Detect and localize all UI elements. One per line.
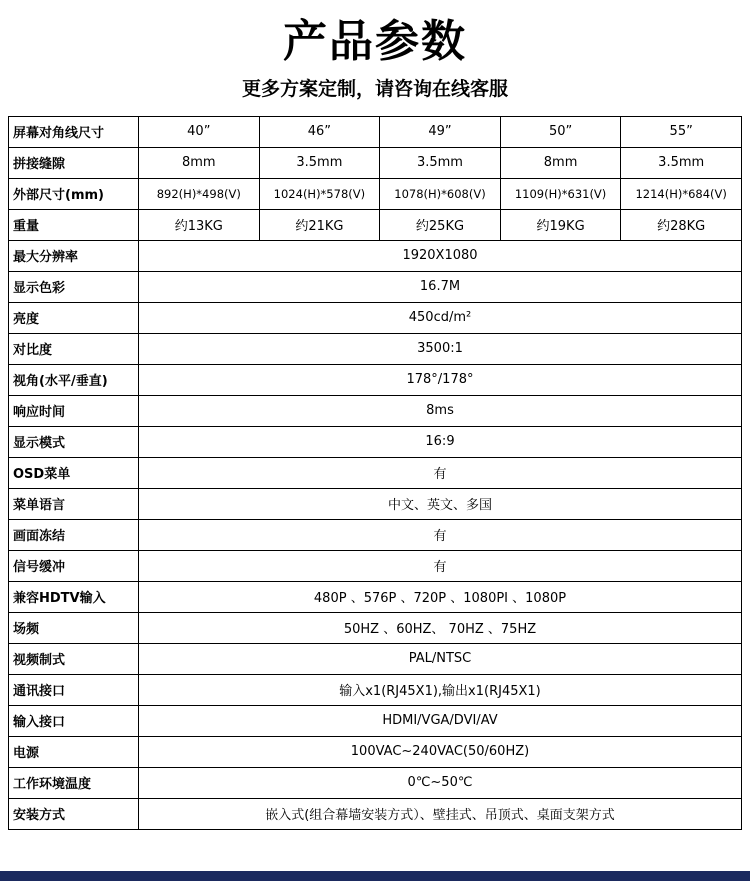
page-title: 产品参数 <box>283 16 467 67</box>
row-value: 1214(H)*684(V) <box>621 178 742 209</box>
page-subtitle: 更多方案定制，请咨询在线客服 <box>241 78 508 100</box>
row-label: 对比度 <box>9 333 139 364</box>
table-row <box>9 581 742 612</box>
row-value: 480P 、576P 、720P 、1080PI 、1080P <box>139 581 742 612</box>
row-label: 显示模式 <box>9 426 139 457</box>
row-value: 约25KG <box>380 209 501 240</box>
row-value: 3500:1 <box>139 333 742 364</box>
table-row <box>9 209 742 240</box>
row-value: 有 <box>139 519 742 550</box>
row-label: 安装方式 <box>9 798 139 829</box>
row-value: 1920X1080 <box>139 240 742 271</box>
row-label: 重量 <box>9 209 139 240</box>
specifications-table <box>8 116 742 830</box>
spec-sheet-page <box>0 14 750 881</box>
row-value: 1109(H)*631(V) <box>500 178 621 209</box>
row-label: OSD菜单 <box>9 457 139 488</box>
row-label: 最大分辨率 <box>9 240 139 271</box>
row-label: 屏幕对角线尺寸 <box>9 116 139 147</box>
row-label: 电源 <box>9 736 139 767</box>
table-row <box>9 519 742 550</box>
row-label: 视角(水平/垂直) <box>9 364 139 395</box>
row-value: 892(H)*498(V) <box>139 178 260 209</box>
table-row <box>9 643 742 674</box>
row-label: 画面冻结 <box>9 519 139 550</box>
table-row <box>9 333 742 364</box>
row-label: 兼容HDTV输入 <box>9 581 139 612</box>
row-label: 拼接缝隙 <box>9 147 139 178</box>
row-label: 场频 <box>9 612 139 643</box>
table-row <box>9 147 742 178</box>
row-label: 显示色彩 <box>9 271 139 302</box>
table-row <box>9 798 742 829</box>
table-row <box>9 178 742 209</box>
row-value: 1078(H)*608(V) <box>380 178 501 209</box>
table-row <box>9 426 742 457</box>
table-row <box>9 736 742 767</box>
row-value: 55” <box>621 116 742 147</box>
row-value: 嵌入式(组合幕墙安装方式）、壁挂式、吊顶式、桌面支架方式 <box>139 798 742 829</box>
table-row <box>9 674 742 705</box>
row-value: 8mm <box>500 147 621 178</box>
row-value: 约13KG <box>139 209 260 240</box>
table-row <box>9 271 742 302</box>
row-value: 16:9 <box>139 426 742 457</box>
row-value: 50HZ 、60HZ、 70HZ 、75HZ <box>139 612 742 643</box>
row-value: 中文、英文、多国 <box>139 488 742 519</box>
table-row <box>9 457 742 488</box>
row-value: 46” <box>259 116 380 147</box>
row-value: 40” <box>139 116 260 147</box>
row-label: 视频制式 <box>9 643 139 674</box>
row-value: 约19KG <box>500 209 621 240</box>
table-row <box>9 364 742 395</box>
row-label: 工作环境温度 <box>9 767 139 798</box>
row-value: 3.5mm <box>259 147 380 178</box>
row-label: 通讯接口 <box>9 674 139 705</box>
row-value: 8ms <box>139 395 742 426</box>
row-value: 约28KG <box>621 209 742 240</box>
row-value: 3.5mm <box>380 147 501 178</box>
row-value: 有 <box>139 550 742 581</box>
table-row <box>9 240 742 271</box>
row-value: 有 <box>139 457 742 488</box>
row-value: 49” <box>380 116 501 147</box>
row-value: 178°/178° <box>139 364 742 395</box>
row-value: HDMI/VGA/DVI/AV <box>139 705 742 736</box>
row-value: 450cd/m² <box>139 302 742 333</box>
table-row <box>9 612 742 643</box>
row-label: 信号缓冲 <box>9 550 139 581</box>
table-row <box>9 395 742 426</box>
table-row <box>9 705 742 736</box>
row-value: 输入x1(RJ45X1),输出x1(RJ45X1) <box>139 674 742 705</box>
table-row <box>9 767 742 798</box>
row-label: 输入接口 <box>9 705 139 736</box>
row-label: 外部尺寸(mm) <box>9 178 139 209</box>
row-value: 100VAC~240VAC(50/60HZ) <box>139 736 742 767</box>
row-value: 50” <box>500 116 621 147</box>
table-row <box>9 550 742 581</box>
row-value: 0℃~50℃ <box>139 767 742 798</box>
row-value: 16.7M <box>139 271 742 302</box>
row-label: 亮度 <box>9 302 139 333</box>
row-value: 1024(H)*578(V) <box>259 178 380 209</box>
table-row <box>9 116 742 147</box>
row-label: 菜单语言 <box>9 488 139 519</box>
table-row <box>9 302 742 333</box>
row-value: 8mm <box>139 147 260 178</box>
table-row <box>9 488 742 519</box>
row-value: 约21KG <box>259 209 380 240</box>
footer-bar <box>0 871 750 881</box>
row-value: 3.5mm <box>621 147 742 178</box>
row-label: 响应时间 <box>9 395 139 426</box>
row-value: PAL/NTSC <box>139 643 742 674</box>
